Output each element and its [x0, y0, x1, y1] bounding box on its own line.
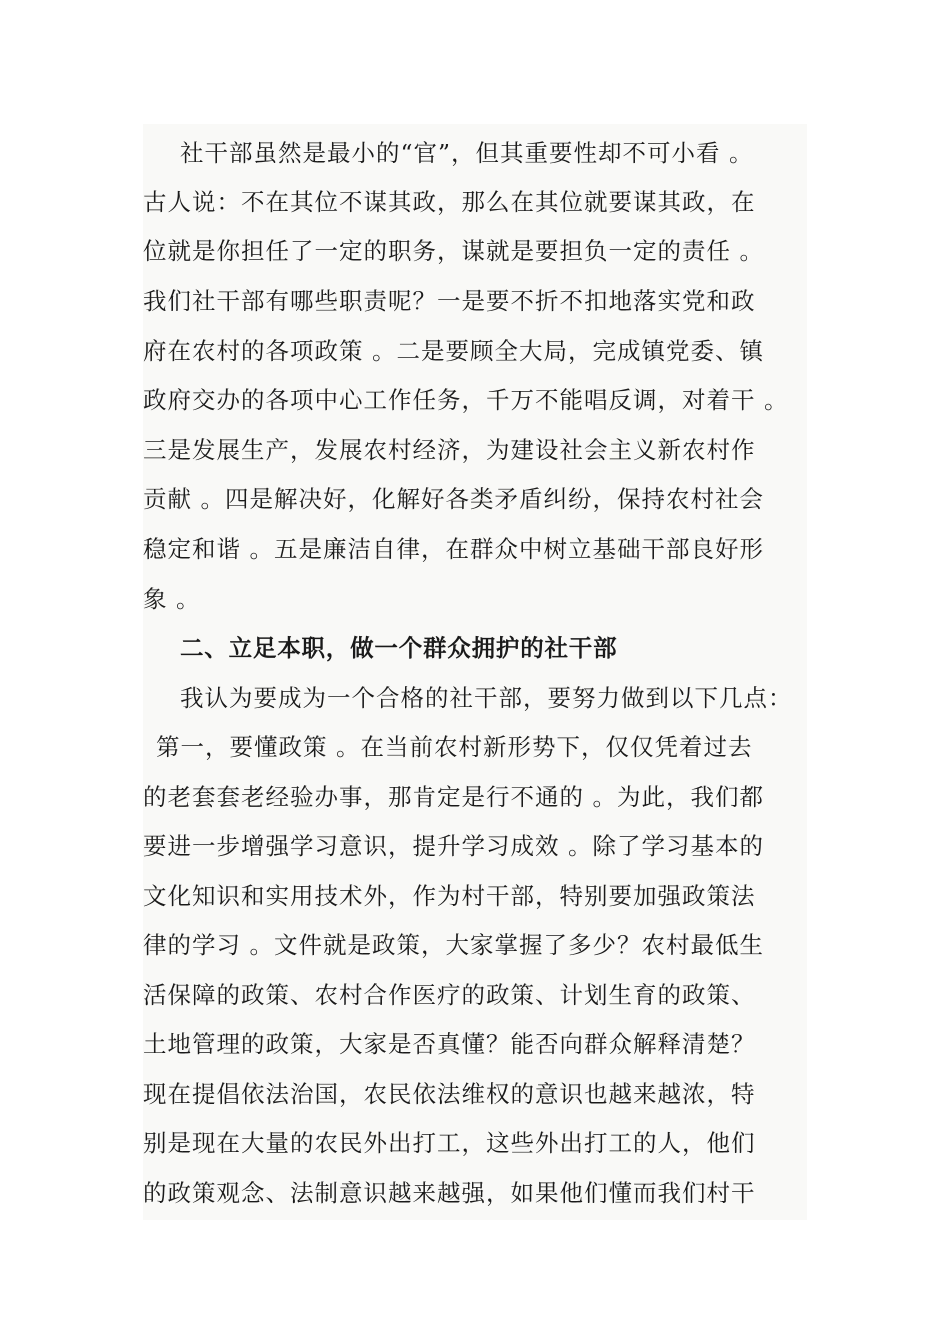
paragraph-3-line-3: 要进一步增强学习意识，提升学习成效 。除了学习基本的 [143, 832, 764, 860]
paragraph-1-line-8: 贡献 。四是解决好，化解好各类矛盾纠纷，保持农村社会 [143, 485, 764, 513]
paragraph-1-line-10: 象 。 [143, 585, 201, 613]
paragraph-1-line-1: 社干部虽然是最小的“官”，但其重要性却不可小看 。 [180, 139, 754, 167]
paragraph-3-line-9: 别是现在大量的农民外出打工，这些外出打工的人，他们 [143, 1129, 756, 1157]
section-heading: 二、立足本职，做一个群众拥护的社干部 [180, 634, 618, 662]
paragraph-1-line-7: 三是发展生产，发展农村经济，为建设社会主义新农村作 [143, 436, 756, 464]
paragraph-1-line-3: 位就是你担任了一定的职务，谋就是要担负一定的责任 。 [143, 237, 764, 265]
paragraph-1-line-5: 府在农村的各项政策 。二是要顾全大局，完成镇党委、镇 [143, 337, 764, 365]
paragraph-3-line-10: 的政策观念、法制意识越来越强，如果他们懂而我们村干 [143, 1179, 756, 1207]
paragraph-3-line-4: 文化知识和实用技术外，作为村干部，特别要加强政策法 [143, 882, 756, 910]
paragraph-3-line-5: 律的学习 。文件就是政策，大家掌握了多少？农村最低生 [143, 931, 764, 959]
paragraph-1-line-6: 政府交办的各项中心工作任务，千万不能唱反调，对着干 。 [143, 386, 789, 414]
paragraph-1-line-9: 稳定和谐 。五是廉洁自律，在群众中树立基础干部良好形 [143, 535, 764, 563]
paragraph-2-line-1: 我认为要成为一个合格的社干部，要努力做到以下几点： [180, 684, 793, 712]
paragraph-1-line-4: 我们社干部有哪些职责呢？一是要不折不扣地落实党和政 [143, 287, 756, 315]
paragraph-3-line-8: 现在提倡依法治国，农民依法维权的意识也越来越浓，特 [143, 1080, 756, 1108]
paragraph-3-line-2: 的老套套老经验办事，那肯定是行不通的 。为此，我们都 [143, 783, 764, 811]
paragraph-1-line-2: 古人说：不在其位不谋其政，那么在其位就要谋其政，在 [143, 188, 756, 216]
paragraph-3-line-6: 活保障的政策、农村合作医疗的政策、计划生育的政策、 [143, 981, 756, 1009]
paragraph-3-line-1: 第一，要懂政策 。在当前农村新形势下，仅仅凭着过去 [156, 733, 753, 761]
paragraph-3-line-7: 土地管理的政策，大家是否真懂？能否向群众解释清楚？ [143, 1030, 756, 1058]
